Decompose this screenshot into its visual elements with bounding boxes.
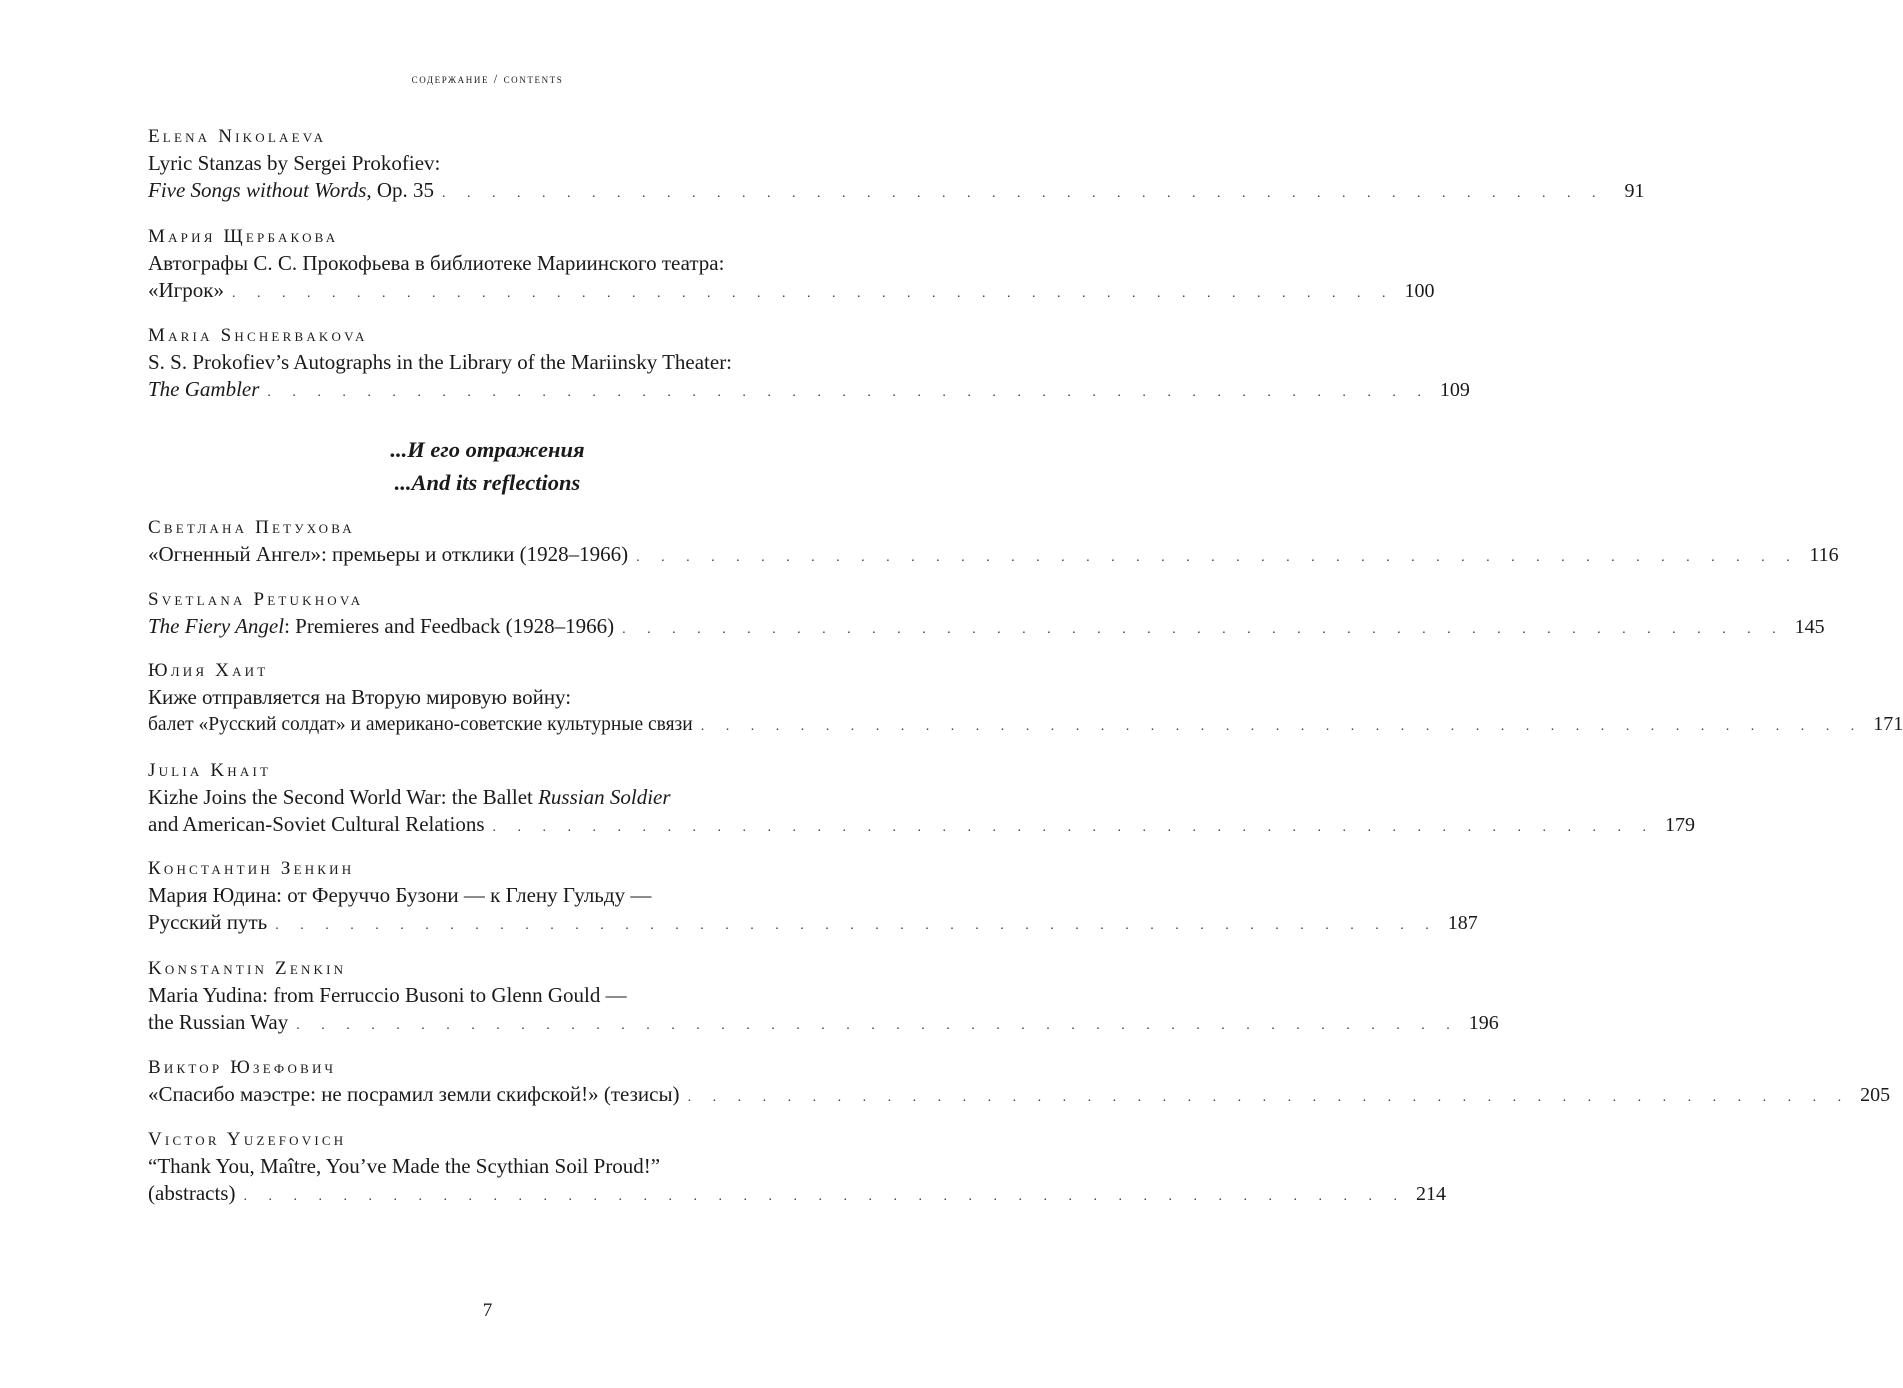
author-name: Мария Щербакова xyxy=(148,226,339,247)
author-name: Константин Зенкин xyxy=(148,858,355,879)
author-name: Светлана Петухова xyxy=(148,517,355,538)
title-text: балет «Русский солдат» и американо-советские культурные связи xyxy=(148,714,693,735)
title-last-line xyxy=(148,909,1478,936)
title-line: Автографы С. С. Прокофьева в библиотеке Мариинского театра: xyxy=(148,251,725,275)
dot-leader: . . . . . . . . . . . . . . . . . . . . . . . . . . . . . . . . . . . . . . . . . . . . . . . xyxy=(275,918,1438,933)
toc-entry[interactable] xyxy=(148,955,1499,1036)
author-name: Виктор Юзефович xyxy=(148,1057,337,1078)
title-tail: , Op. 35 xyxy=(366,178,435,202)
title-tail: : Premieres and Feedback (1928–1966) xyxy=(284,614,615,638)
section-title-en: ...And its reflections xyxy=(394,470,581,495)
dot-leader: . . . . . . . . . . . . . . . . . . . . . . . . . . . . . . . . . . . . . . . . . . . . . . . xyxy=(243,1189,1406,1204)
page-number: 196 xyxy=(1468,1012,1499,1034)
page-number: 179 xyxy=(1665,814,1696,836)
title-line: Мария Юдина: от Феруччо Бузони — к Глену Гульду — xyxy=(148,883,652,907)
page-number: 109 xyxy=(1439,379,1470,401)
title-text: the Russian Way xyxy=(148,1010,289,1034)
toc-entry[interactable] xyxy=(148,223,1435,304)
page-number: 116 xyxy=(1809,544,1839,566)
title-last-line xyxy=(148,177,1645,204)
title-text: «Спасибо маэстре: не посрамил земли скифской!» (тезисы) xyxy=(148,1082,680,1106)
page-number: 91 xyxy=(1624,180,1645,202)
author-name: Victor Yuzefovich xyxy=(148,1129,347,1150)
dot-leader: . . . . . . . . . . . . . . . . . . . . . . . . . . . . . . . . . . . . . . . . . . . . . . . xyxy=(636,550,1799,565)
title-line: Maria Yudina: from Ferruccio Busoni to Glenn Gould — xyxy=(148,983,627,1007)
title-italic: The Gambler xyxy=(148,377,260,401)
title-line: Lyric Stanzas by Sergei Prokofiev: xyxy=(148,151,441,175)
author-name: Юлия Хаит xyxy=(148,660,269,681)
dot-leader: . . . . . . . . . . . . . . . . . . . . . . . . . . . . . . . . . . . . . . . . . . . . . . . xyxy=(622,622,1785,637)
dot-leader: . . . . . . . . . . . . . . . . . . . . . . . . . . . . . . . . . . . . . . . . . . . . . . . xyxy=(700,719,1864,734)
page-number: 171 xyxy=(1873,713,1903,735)
author-name: Julia Khait xyxy=(148,760,272,781)
dot-leader: . . . . . . . . . . . . . . . . . . . . . . . . . . . . . . . . . . . . . . . . . . . . . . . xyxy=(442,186,1605,201)
title-text: Kizhe Joins the Second World War: the Ballet xyxy=(148,785,539,809)
title-italic: Five Songs without Words xyxy=(148,178,367,202)
title-last-line xyxy=(148,1009,1499,1036)
toc-entry[interactable] xyxy=(148,322,1470,403)
author-name: Maria Shcherbakova xyxy=(148,325,368,346)
toc-entry[interactable] xyxy=(148,123,1645,204)
title-italic: Russian Soldier xyxy=(538,785,671,809)
dot-leader: . . . . . . . . . . . . . . . . . . . . . . . . . . . . . . . . . . . . . . . . . . . . . . . xyxy=(492,820,1656,835)
title-last-line xyxy=(148,541,1839,568)
page-number: 145 xyxy=(1794,616,1825,638)
toc-entry[interactable] xyxy=(148,586,1825,640)
page-folio: 7 xyxy=(482,1300,493,1321)
section-heading xyxy=(0,433,975,499)
title-line xyxy=(148,784,856,811)
title-text: Русский путь xyxy=(148,910,268,934)
page-number: 205 xyxy=(1860,1084,1891,1106)
title-text: «Огненный Ангел»: премьеры и отклики (1928–1966) xyxy=(148,542,629,566)
title-text: «Игрок» xyxy=(148,278,224,302)
title-last-line xyxy=(148,811,1696,838)
title-text: (abstracts) xyxy=(148,1181,236,1205)
title-last-line xyxy=(148,1180,1446,1207)
author-name: Svetlana Petukhova xyxy=(148,589,364,610)
author-name: Konstantin Zenkin xyxy=(148,958,347,979)
toc-entry[interactable] xyxy=(148,1126,1446,1207)
page-number: 214 xyxy=(1415,1183,1446,1205)
dot-leader: . . . . . . . . . . . . . . . . . . . . . . . . . . . . . . . . . . . . . . . . . . . . . . . xyxy=(296,1018,1459,1033)
title-line: S. S. Prokofiev’s Autographs in the Library of the Mariinsky Theater: xyxy=(148,350,733,374)
page-number: 187 xyxy=(1447,912,1478,934)
dot-leader: . . . . . . . . . . . . . . . . . . . . . . . . . . . . . . . . . . . . . . . . . . . . . . . xyxy=(267,385,1430,400)
title-last-line xyxy=(148,376,1470,403)
author-name: Elena Nikolaeva xyxy=(148,126,327,147)
toc-entry[interactable] xyxy=(148,657,1903,738)
toc-entry[interactable] xyxy=(148,757,1696,838)
title-last-line xyxy=(148,277,1435,304)
page-number: 100 xyxy=(1404,280,1435,302)
title-last-line xyxy=(148,711,1903,738)
title-last-line xyxy=(148,1081,1891,1108)
title-line: Киже отправляется на Вторую мировую войну: xyxy=(148,685,572,709)
title-last-line xyxy=(148,613,1825,640)
section-title-ru: ...И его отражения xyxy=(390,437,585,462)
dot-leader: . . . . . . . . . . . . . . . . . . . . . . . . . . . . . . . . . . . . . . . . . . . . . . . xyxy=(231,286,1395,301)
title-line: “Thank You, Maître, You’ve Made the Scythian Soil Proud!” xyxy=(148,1154,661,1178)
title-italic: The Fiery Angel xyxy=(148,614,285,638)
running-head: содержание / contents xyxy=(411,72,564,86)
title-text: and American-Soviet Cultural Relations xyxy=(148,812,485,836)
dot-leader: . . . . . . . . . . . . . . . . . . . . . . . . . . . . . . . . . . . . . . . . . . . . . . . xyxy=(687,1090,1851,1105)
toc-entry[interactable] xyxy=(148,514,1839,568)
toc-entry[interactable] xyxy=(148,855,1478,936)
toc-entry[interactable] xyxy=(148,1054,1891,1108)
